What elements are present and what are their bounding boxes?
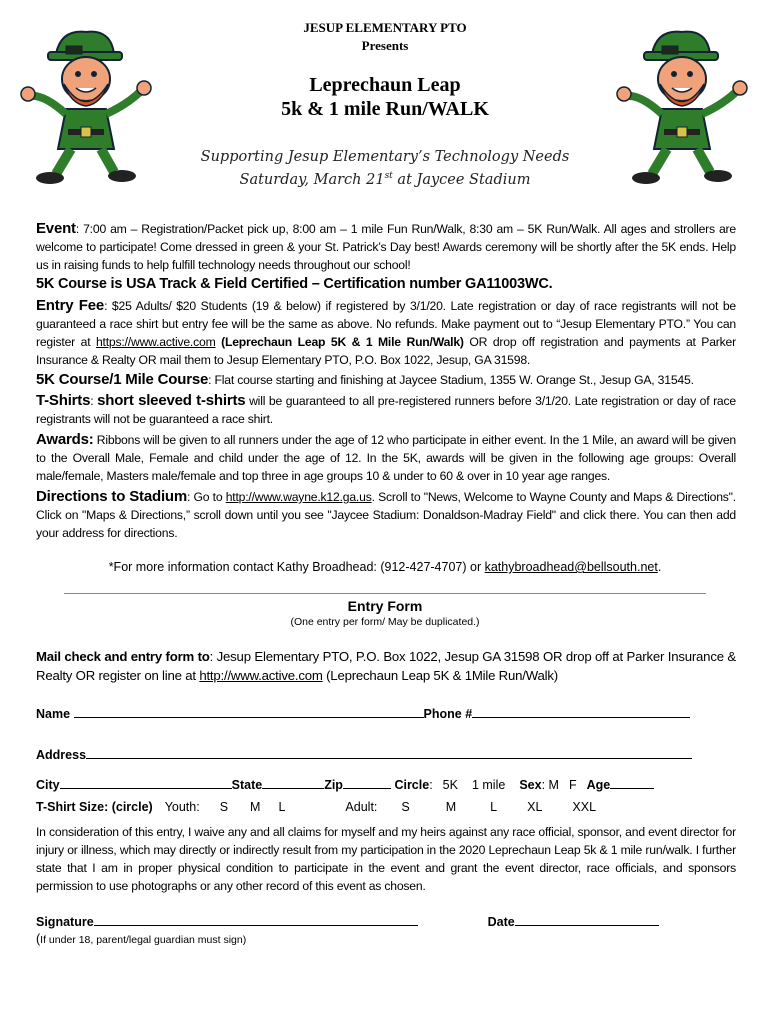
- contact-line: *For more information contact Kathy Broadhead: (912-427-4707) or kathybroadhead@bellsouth.net.: [108, 560, 662, 574]
- phone-field[interactable]: [472, 705, 690, 718]
- contact-email-link[interactable]: kathybroadhead@bellsouth.net: [484, 560, 658, 574]
- age-field[interactable]: [610, 776, 654, 789]
- mail-instructions: Mail check and entry form to: Jesup Elementary PTO, P.O. Box 1022, Jesup GA 31598 OR drop off at Parker Insurance & Realty OR register on line at http://www.active.com (Leprechaun Leap 5K & 1Mile Run/Walk): [36, 649, 736, 683]
- name-phone-row: [36, 705, 690, 721]
- youth-size-s[interactable]: S: [219, 800, 229, 814]
- certification-line: 5K Course is USA Track & Field Certified – Certification number GA11003WC.: [36, 276, 553, 292]
- active-register-link[interactable]: http://www.active.com: [199, 668, 323, 683]
- date-field[interactable]: [515, 913, 659, 926]
- event-subtitle: 5k & 1 mile Run/WALK: [281, 98, 489, 120]
- signature-field[interactable]: [94, 913, 418, 926]
- sex-m[interactable]: M: [548, 778, 559, 792]
- event-section: Event: 7:00 am – Registration/Packet pick up, 8:00 am – 1 mile Fun Run/Walk, 8:30 am – 5K Run/Walk. All ages and strollers are welcome to participate! Come dressed in green & your St. Patrick’s Day best! Awards ceremony will be shortly after the 5K ends. Help us in raising funds to help fulfill technology needs throughout our school!: [36, 220, 736, 272]
- adult-size-l[interactable]: L: [490, 800, 498, 814]
- entry-form-subtitle: (One entry per form/ May be duplicated.): [290, 616, 480, 628]
- youth-size-m[interactable]: M: [250, 800, 261, 814]
- tshirt-size-row: T-Shirt Size: (circle) Youth: S M L Adult: S M L XL XXL: [36, 800, 597, 814]
- adult-size-s[interactable]: S: [401, 800, 410, 814]
- guardian-note: (If under 18, parent/legal guardian must sign): [36, 932, 247, 946]
- city-field[interactable]: [60, 776, 232, 789]
- tshirts-section: T-Shirts: short sleeved t-shirts will be guaranteed to all pre-registered runners before 3/1/20. Late registration or day of race registrants will not be guaranteed a race shirt.: [36, 392, 736, 426]
- presents-text: Presents: [361, 38, 409, 53]
- address-field[interactable]: [86, 746, 692, 759]
- address-label: Address: [36, 748, 87, 762]
- event-title: Leprechaun Leap: [309, 74, 461, 96]
- wayne-link[interactable]: http://www.wayne.k12.ga.us: [225, 490, 372, 504]
- tagline: Supporting Jesup Elementary’s Technology Needs: [200, 149, 570, 165]
- signature-row: Signature Date: [36, 913, 659, 929]
- city-row: City State Zip Circle: 5K 1 mile Sex: M F Age: [36, 776, 654, 792]
- name-label: Name: [36, 707, 71, 721]
- option-5k[interactable]: 5K: [442, 778, 458, 792]
- adult-size-xxl[interactable]: XXL: [572, 800, 597, 814]
- waiver-text: In consideration of this entry, I waive any and all claims for myself and my heirs against any race official, sponsor, and event director for injury or illness, which may directly or indirectly result from my participation in the 2020 Leprechaun Leap 5k & 1 mile run/walk. I further state that I am in proper physical condition to participate in the event and grant the event director, race officials, and sponsors permission to use photographs or any other record of this event as chosen.: [36, 825, 736, 893]
- entry-fee-section: Entry Fee: $25 Adults/ $20 Students (19 & below) if registered by 3/1/20. Late registration or day of race registrants will not be guaranteed a race shirt but entry fee will be the same as above. No refunds. Make payment out to “Jesup Elementary PTO.” You can register at https://www.active.com (Leprechaun Leap 5K & 1 Mile Run/Walk) OR drop off registration and payments at Parker Insurance & Realty OR mail them to Jesup Elementary PTO, P.O. Box 1022, Jesup, GA 31598.: [36, 297, 736, 367]
- option-1-mile[interactable]: 1 mile: [471, 778, 506, 792]
- event-label: Event: [36, 220, 76, 237]
- adult-size-xl[interactable]: XL: [527, 800, 543, 814]
- directions-section: Directions to Stadium: Go to http://www.wayne.k12.ga.us. Scroll to "News, Welcome to Wayne County and Maps & Directions". Click on "Maps & Directions,” scroll down until you see "Jaycee Stadium: Donaldson-Madray Field" and click there. You can then add your address for directions.: [36, 488, 736, 540]
- name-field[interactable]: [74, 705, 424, 718]
- awards-section: Awards: Ribbons will be given to all runners under the age of 12 who participate in either event. In the 1 Mile, an award will be given to the Overall Male, Female and child under the age of 12. In the 5K, awards will be given in the following age groups: Overall male/female, Masters male/female and top three in age groups 10 & under to 60 & over in 10 year age ranges.: [36, 431, 736, 483]
- event-date: Saturday, March 21st at Jaycee Stadium: [239, 171, 531, 188]
- adult-size-m[interactable]: M: [445, 800, 457, 814]
- active-link[interactable]: https://www.active.com: [95, 335, 216, 349]
- org-name: JESUP ELEMENTARY PTO: [303, 20, 467, 35]
- address-row: [36, 746, 692, 762]
- youth-size-l[interactable]: L: [278, 800, 286, 814]
- divider: [64, 593, 706, 594]
- state-field[interactable]: [262, 776, 324, 789]
- sex-f[interactable]: F: [568, 778, 577, 792]
- entry-form-title: Entry Form: [347, 598, 423, 614]
- phone-label: Phone #: [423, 707, 473, 721]
- zip-field[interactable]: [343, 776, 391, 789]
- course-section: 5K Course/1 Mile Course: Flat course starting and finishing at Jaycee Stadium, 1355 W. Orange St., Jesup GA, 31545.: [36, 371, 694, 388]
